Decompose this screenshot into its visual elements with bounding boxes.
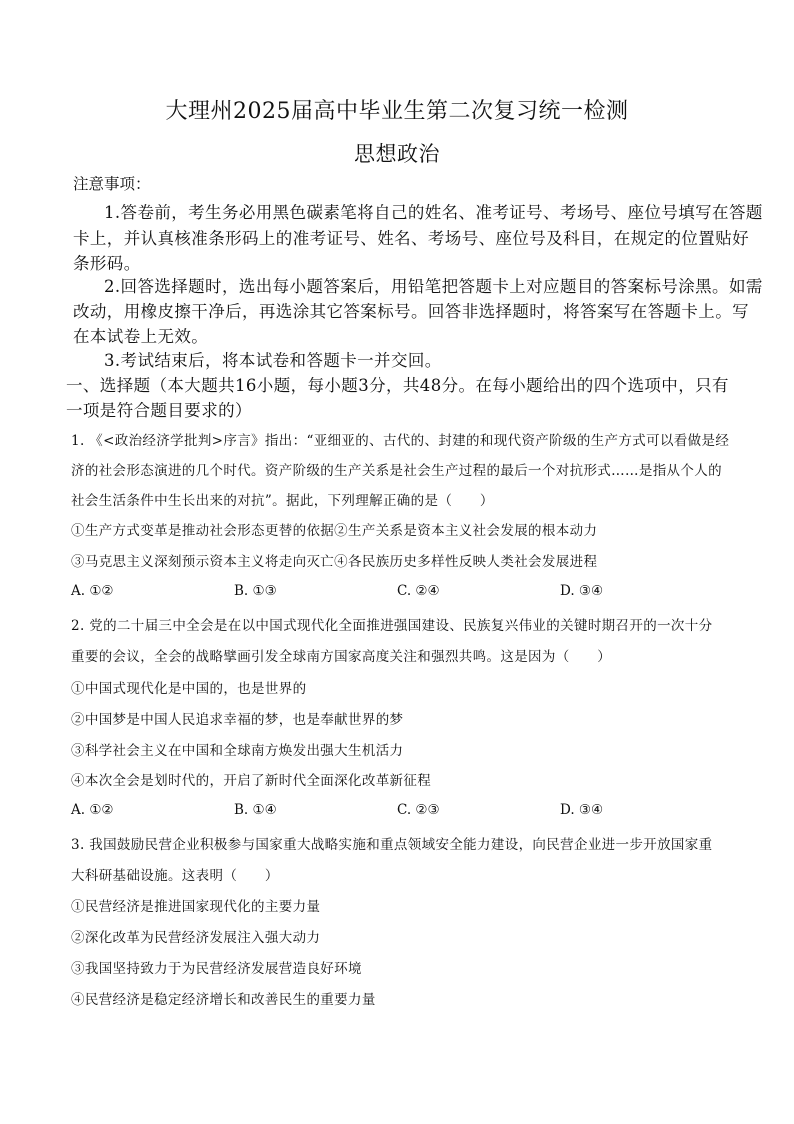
notice-line: 1.答卷前，考生务必用黑色碳素笔将自己的姓名、准考证号、考场号、座位号填写在答题 xyxy=(104,203,763,222)
question-2-statement: ④本次全会是划时代的，开启了新时代全面深化改革新征程 xyxy=(71,773,432,789)
question-1-option-d: D. ③④ xyxy=(560,583,604,599)
question-2-statement: ②中国梦是中国人民追求幸福的梦，也是奉献世界的梦 xyxy=(71,712,404,728)
exam-title: 大理州2025届高中毕业生第二次复习统一检测 xyxy=(165,99,629,124)
notice-heading: 注意事项： xyxy=(73,175,151,193)
question-3-statement: ②深化改革为民营经济发展注入强大动力 xyxy=(71,930,321,946)
question-2-statement: ①中国式现代化是中国的，也是世界的 xyxy=(71,681,307,697)
question-1-stem: 社会生活条件中生长出来的对抗”。据此，下列理解正确的是（ ） xyxy=(71,493,494,509)
question-3-statement: ③我国坚持致力于为民营经济发展营造良好环境 xyxy=(71,961,362,977)
question-2-stem: 2. 党的二十届三中全会是在以中国式现代化全面推进强国建设、民族复兴伟业的关键时期召开的一次十分 xyxy=(71,618,713,634)
question-2-option-a: A. ①② xyxy=(71,802,114,818)
question-1-option-c: C. ②④ xyxy=(397,583,440,599)
question-2-option-b: B. ①④ xyxy=(234,802,277,818)
notice-line: 条形码。 xyxy=(73,254,141,273)
question-1-stem: 1. 《<政治经济学批判>序言》指出：“亚细亚的、古代的、封建的和现代资产阶级的生产方式可以看做是经 xyxy=(71,433,730,449)
notice-line: 2.回答选择题时，选出每小题答案后，用铅笔把答题卡上对应题目的答案标号涂黑。如需 xyxy=(104,277,763,296)
question-3-statement: ④民营经济是稳定经济增长和改善民生的重要力量 xyxy=(71,992,376,1008)
question-3-stem: 大科研基础设施。这表明（ ） xyxy=(71,868,279,884)
question-1-option-a: A. ①② xyxy=(71,583,114,599)
question-3-statement: ①民营经济是推进国家现代化的主要力量 xyxy=(71,899,321,915)
notice-line: 在本试卷上无效。 xyxy=(73,327,209,346)
subject-title: 思想政治 xyxy=(354,142,440,166)
question-1-statement: ③马克思主义深刻预示资本主义将走向灭亡④各民族历史多样性反映人类社会发展进程 xyxy=(71,554,598,570)
notice-line: 改动，用橡皮擦干净后，再选涂其它答案标号。回答非选择题时，将答案写在答题卡上。写 xyxy=(73,302,749,321)
question-2-stem: 重要的会议，全会的战略擘画引发全球南方国家高度关注和强烈共鸣。这是因为（ ） xyxy=(71,649,612,665)
question-3-stem: 3. 我国鼓励民营企业积极参与国家重大战略实施和重点领域安全能力建设，向民营企业进一步开放国家重 xyxy=(71,837,713,853)
section-heading-cont: 一项是符合题目要求的） xyxy=(66,401,252,420)
question-1-option-b: B. ①③ xyxy=(234,583,277,599)
question-2-option-d: D. ③④ xyxy=(560,802,604,818)
notice-line: 3.考试结束后，将本试卷和答题卡一并交回。 xyxy=(104,351,442,370)
notice-line: 卡上，并认真核准条形码上的准考证号、姓名、考场号、座位号及科目，在规定的位置贴好 xyxy=(73,229,749,248)
question-2-statement: ③科学社会主义在中国和全球南方焕发出强大生机活力 xyxy=(71,743,404,759)
question-1-stem: 济的社会形态演进的几个时代。资产阶级的生产关系是社会生产过程的最后一个对抗形式……是指从个人的 xyxy=(71,463,722,479)
section-heading: 一、选择题（本大题共16小题，每小题3分，共48分。在每小题给出的四个选项中，只有 xyxy=(66,376,729,395)
question-2-option-c: C. ②③ xyxy=(397,802,440,818)
question-1-statement: ①生产方式变革是推动社会形态更替的依据②生产关系是资本主义社会发展的根本动力 xyxy=(71,523,598,539)
